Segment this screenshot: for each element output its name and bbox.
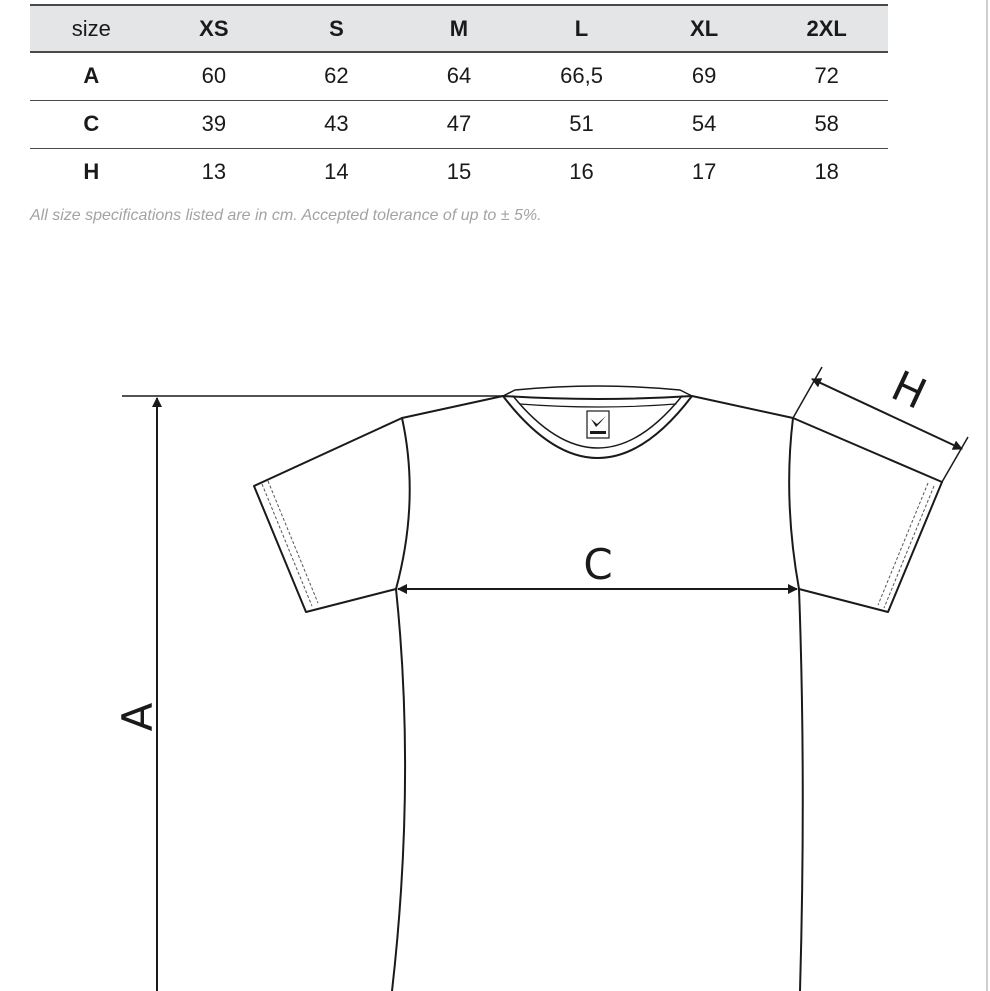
table-cell: 16 <box>569 159 594 185</box>
dimension-h-arrow <box>812 379 962 449</box>
dimension-c-label: C <box>583 540 613 589</box>
table-cell: 54 <box>691 111 717 136</box>
table-cell: 66,5 <box>560 63 603 89</box>
row-label-h: H <box>83 159 100 185</box>
dimension-c <box>398 540 797 589</box>
row-label-a: A <box>83 63 100 89</box>
table-cell: 13 <box>201 159 227 185</box>
tshirt-outline <box>254 386 942 991</box>
size-column-l: L <box>574 15 589 41</box>
tshirt-collar-band <box>520 404 676 407</box>
table-cell: 39 <box>201 111 227 136</box>
size-header-label: size <box>71 15 111 41</box>
table-cell: 58 <box>814 111 839 136</box>
dimension-h-label: H <box>884 360 934 419</box>
table-cell: 72 <box>814 63 839 89</box>
table-cell: 15 <box>446 159 472 185</box>
size-column-2xl: 2XL <box>806 15 847 41</box>
size-column-xs: XS <box>199 15 229 41</box>
size-column-m: M <box>449 15 469 41</box>
tshirt-body-outline <box>392 396 803 991</box>
tshirt-left-sleeve <box>254 418 402 612</box>
measurement-footnote: All size specifications listed are in cm. Accepted tolerance of up to ± 5%. <box>30 207 542 224</box>
table-cell: 69 <box>691 63 717 89</box>
dimension-a <box>113 396 505 991</box>
table-cell: 47 <box>446 111 472 136</box>
dimension-h-extension-bottom <box>942 437 968 482</box>
tshirt-right-sleeve <box>793 418 942 612</box>
table-cell: 64 <box>446 63 472 89</box>
neck-label <box>587 411 609 438</box>
table-cell: 60 <box>201 63 227 89</box>
size-column-xl: XL <box>690 15 719 41</box>
row-label-c: C <box>83 111 100 136</box>
tshirt-collar-back <box>503 386 692 396</box>
table-cell: 62 <box>324 63 349 89</box>
table-cell: 14 <box>324 159 349 185</box>
table-cell: 17 <box>691 159 717 185</box>
size-column-s: S <box>329 15 344 41</box>
dimension-h <box>793 361 968 482</box>
table-cell: 43 <box>324 111 349 136</box>
dimension-a-label: A <box>113 702 162 732</box>
table-cell: 51 <box>569 111 594 136</box>
dimension-h-extension-top <box>793 367 822 418</box>
table-cell: 18 <box>814 159 839 185</box>
